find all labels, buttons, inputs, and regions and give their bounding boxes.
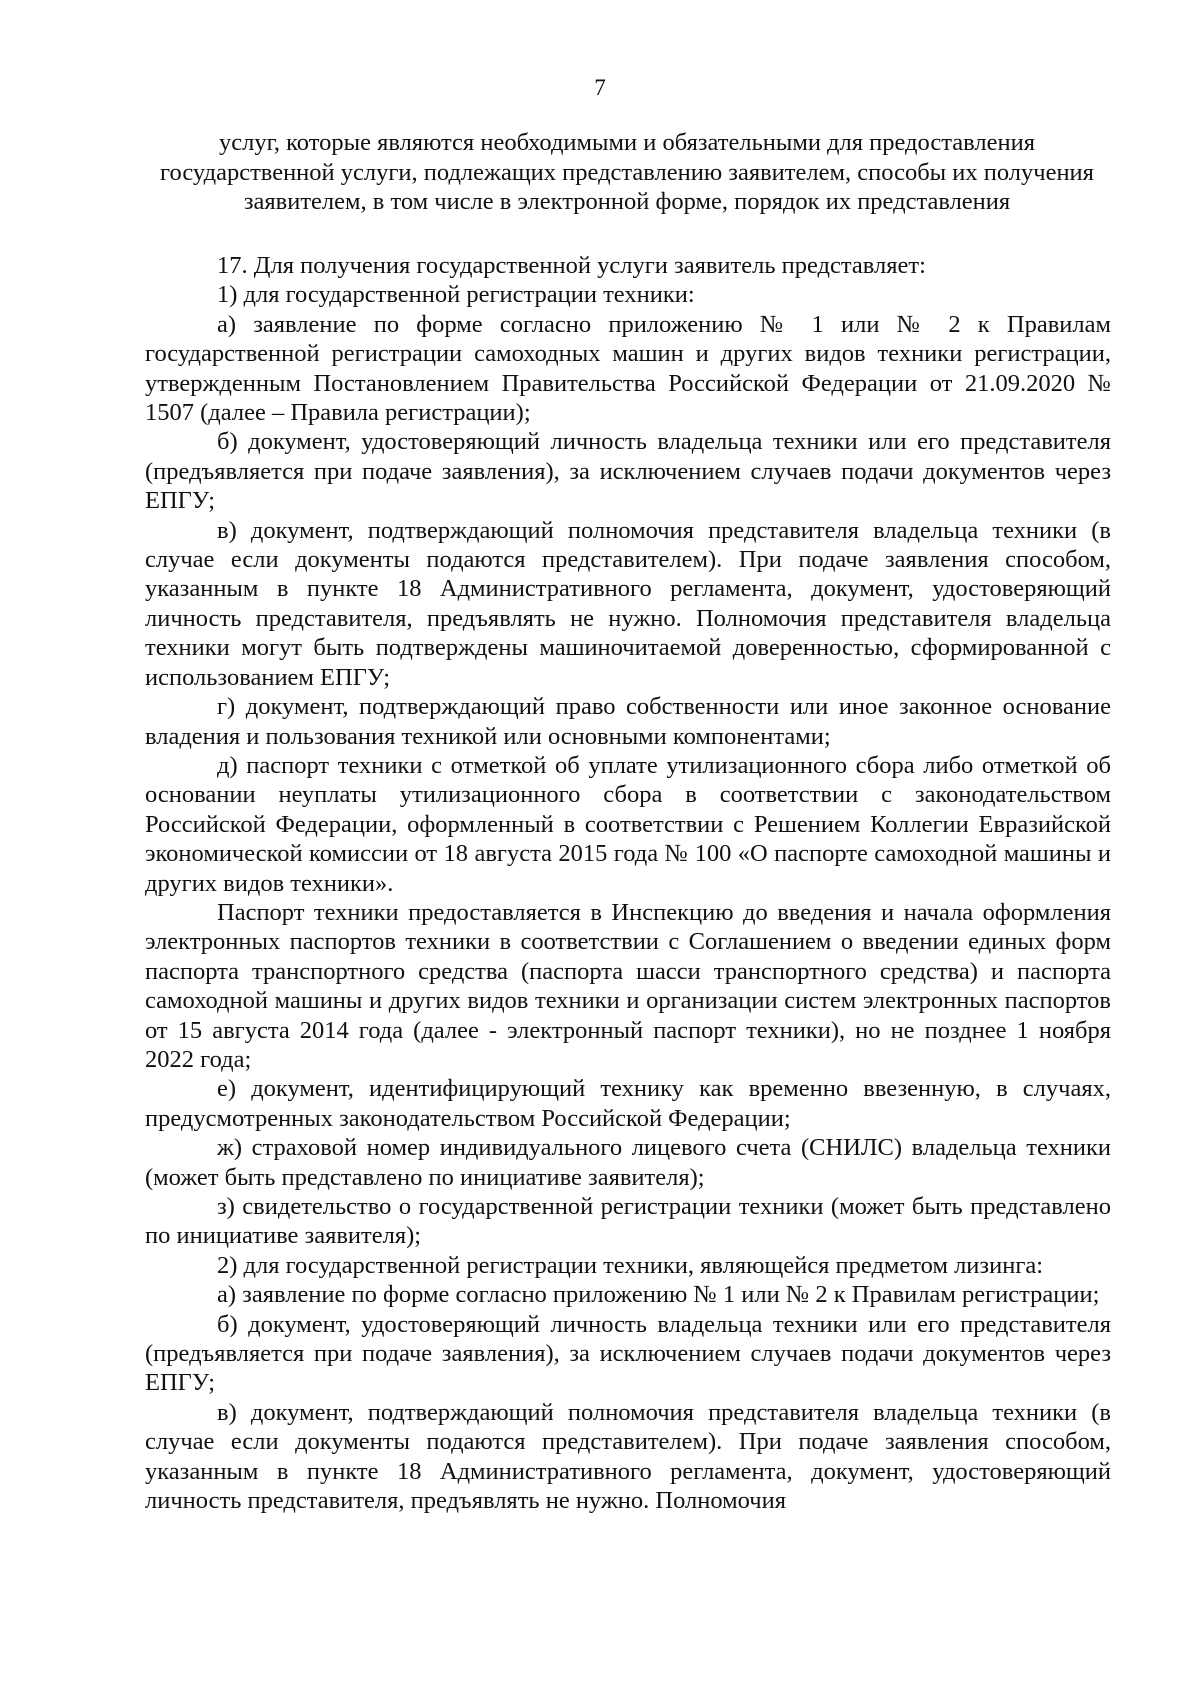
paragraph-1zh: ж) страховой номер индивидуального лицевого счета (СНИЛС) владельца техники (может быть представлено по инициативе заявителя);	[145, 1134, 1111, 1191]
paragraph-1b: б) документ, удостоверяющий личность владельца техники или его представителя (предъявляется при подаче заявления), за исключением случаев подачи документов через ЕПГУ;	[145, 428, 1111, 515]
paragraph-item-1: 1) для государственной регистрации техники:	[217, 281, 695, 309]
paragraph-1a: а) заявление по форме согласно приложению № 1 или № 2 к Правилам государственной регистрации самоходных машин и других видов техники регистрации, утвержденным Постановлением Правительства Российской Федерации от 21.09.2020 № 1507 (далее – Правила регистрации);	[145, 310, 1111, 427]
page-number: 7	[594, 75, 606, 100]
paragraph-2a: а) заявление по форме согласно приложению № 1 или № 2 к Правилам регистрации;	[217, 1281, 1100, 1309]
paragraph-2v: в) документ, подтверждающий полномочия представителя владельца техники (в случае если документы подаются представителем). При подаче заявления способом, указанным в пункте 18 Административного регламента, документ, удостоверяющий личность представителя, предъявлять не нужно. Полномочия	[145, 1398, 1111, 1515]
paragraph-2b: б) документ, удостоверяющий личность владельца техники или его представителя (предъявляется при подаче заявления), за исключением случаев подачи документов через ЕПГУ;	[145, 1310, 1111, 1397]
paragraph-1z: з) свидетельство о государственной регистрации техники (может быть представлено по инициативе заявителя);	[145, 1193, 1111, 1250]
paragraph-passport-note: Паспорт техники предоставляется в Инспекцию до введения и начала оформления электронных паспортов техники в соответствии с Соглашением о введении единых форм паспорта транспортного средства (паспорта шасси транспортного средства) и паспорта самоходной машины и других видов техники и организации систем электронных паспортов от 15 августа 2014 года (далее - электронный паспорт техники), но не позднее 1 ноября 2022 года;	[145, 898, 1111, 1073]
paragraph-item-2: 2) для государственной регистрации техники, являющейся предметом лизинга:	[217, 1251, 1044, 1279]
paragraph-1d: д) паспорт техники с отметкой об уплате утилизационного сбора либо отметкой об основании неуплаты утилизационного сбора в соответствии с законодательством Российской Федерации, оформленный в соответствии с Решением Коллегии Евразийской экономической комиссии от 18 августа 2015 года № 100 «О паспорте самоходной машины и других видов техники».	[145, 751, 1111, 897]
paragraph-17-intro: 17. Для получения государственной услуги заявитель представляет:	[217, 252, 926, 279]
paragraph-1g: г) документ, подтверждающий право собственности или иное законное основание владения и пользования техникой или основными компонентами;	[145, 693, 1111, 750]
document-body	[145, 251, 1111, 1515]
section-heading: услуг, которые являются необходимыми и обязательными для предоставления государственной услуги, подлежащих представлению заявителем, способы их получения заявителем, в том числе в электронной форме, порядок их представления	[160, 129, 1094, 216]
paragraph-1v: в) документ, подтверждающий полномочия представителя владельца техники (в случае если документы подаются представителем). При подаче заявления способом, указанным в пункте 18 Административного регламента, документ, удостоверяющий личность представителя, предъявлять не нужно. Полномочия представителя владельца техники могут быть подтверждены машиночитаемой доверенностью, сформированной с использованием ЕПГУ;	[145, 516, 1111, 691]
paragraph-1e: е) документ, идентифицирующий технику как временно ввезенную, в случаях, предусмотренных законодательством Российской Федерации;	[145, 1075, 1111, 1132]
